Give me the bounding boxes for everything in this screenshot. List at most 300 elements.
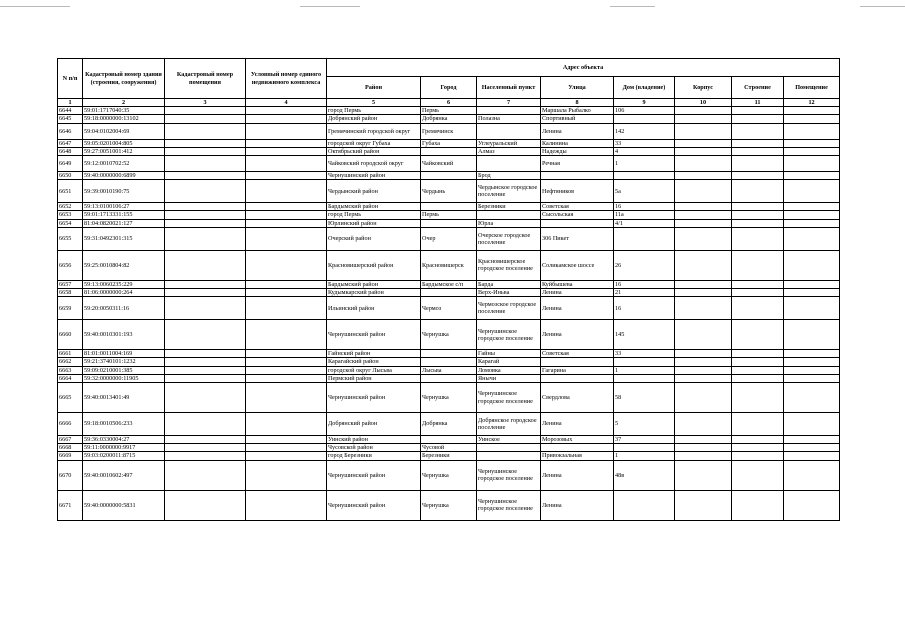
cell-conditional-number — [246, 139, 327, 147]
cell-cadastral-room — [165, 211, 246, 219]
cell-number: 6662 — [58, 358, 83, 366]
cell-cadastral-number: 59:39:0010190:75 — [83, 180, 165, 203]
cell-building — [732, 280, 784, 288]
cell-city: Добрянка — [421, 115, 477, 123]
column-number: 9 — [614, 99, 675, 107]
scan-artifact-line — [610, 6, 655, 7]
cell-room — [784, 350, 840, 358]
cell-building — [732, 139, 784, 147]
column-number: 6 — [421, 99, 477, 107]
column-number: 3 — [165, 99, 246, 107]
table-row — [58, 460, 840, 490]
cell-house: 48в — [614, 460, 675, 490]
cell-building — [732, 358, 784, 366]
cell-cadastral-room — [165, 156, 246, 172]
cell-building — [732, 460, 784, 490]
cell-conditional-number — [246, 147, 327, 155]
cell-room — [784, 358, 840, 366]
cell-house — [614, 374, 675, 382]
cell-house: 1 — [614, 156, 675, 172]
cell-conditional-number — [246, 436, 327, 444]
table-row — [58, 452, 840, 460]
cell-number: 6647 — [58, 139, 83, 147]
cell-cadastral-room — [165, 203, 246, 211]
cell-number: 6664 — [58, 374, 83, 382]
cell-number: 6652 — [58, 203, 83, 211]
table-row — [58, 156, 840, 172]
cell-korpus — [675, 139, 732, 147]
cell-settlement: Ломовка — [477, 366, 541, 374]
cell-cadastral-room — [165, 490, 246, 520]
cell-cadastral-number: 59:01:1713331:155 — [83, 211, 165, 219]
cell-building — [732, 383, 784, 413]
cell-building — [732, 180, 784, 203]
cell-city: Лысьва — [421, 366, 477, 374]
cell-room — [784, 413, 840, 436]
table-row — [58, 139, 840, 147]
cell-district: Чернушинский район — [327, 460, 421, 490]
cell-number: 6657 — [58, 280, 83, 288]
cell-korpus — [675, 219, 732, 227]
header-cadastral-building: Кадастровый номер здания (строения, сооружения) — [83, 59, 165, 99]
cell-conditional-number — [246, 490, 327, 520]
cell-city — [421, 374, 477, 382]
cell-korpus — [675, 280, 732, 288]
cell-house: 4 — [614, 147, 675, 155]
cell-number: 6655 — [58, 227, 83, 250]
cell-city — [421, 289, 477, 297]
cell-district: Бардымский район — [327, 203, 421, 211]
cell-city: Губаха — [421, 139, 477, 147]
cell-number: 6669 — [58, 452, 83, 460]
cell-number: 6653 — [58, 211, 83, 219]
cell-korpus — [675, 366, 732, 374]
cell-settlement: Березники — [477, 203, 541, 211]
cell-settlement: Чернушинское городское поселение — [477, 383, 541, 413]
header-cadastral-room: Кадастровый номер помещения — [165, 59, 246, 99]
cell-street — [541, 444, 614, 452]
cell-room — [784, 123, 840, 139]
cell-korpus — [675, 211, 732, 219]
table-row — [58, 115, 840, 123]
cell-korpus — [675, 350, 732, 358]
cell-cadastral-room — [165, 172, 246, 180]
cell-street: Надежды — [541, 147, 614, 155]
header-city: Город — [421, 77, 477, 99]
cell-room — [784, 172, 840, 180]
cell-district: городской округ Губаха — [327, 139, 421, 147]
cell-cadastral-number: 59:03:0200011:8715 — [83, 452, 165, 460]
cell-city: Чусовой — [421, 444, 477, 452]
cell-korpus — [675, 115, 732, 123]
cell-building — [732, 297, 784, 320]
cell-settlement — [477, 452, 541, 460]
cell-settlement: Чермозское городское поселение — [477, 297, 541, 320]
cell-city: Березники — [421, 452, 477, 460]
cell-building — [732, 320, 784, 350]
cell-city: Чернушка — [421, 383, 477, 413]
cell-cadastral-room — [165, 219, 246, 227]
cell-city — [421, 172, 477, 180]
cell-city: Добрянка — [421, 413, 477, 436]
cell-room — [784, 280, 840, 288]
cell-korpus — [675, 460, 732, 490]
cell-district: город Березники — [327, 452, 421, 460]
cell-conditional-number — [246, 250, 327, 280]
cell-district: Добрянский район — [327, 413, 421, 436]
cell-cadastral-number: 59:13:0060235:229 — [83, 280, 165, 288]
column-number: 10 — [675, 99, 732, 107]
header-number: N п/п — [58, 59, 83, 99]
cell-street: Речная — [541, 156, 614, 172]
cell-house: 11а — [614, 211, 675, 219]
cell-house — [614, 444, 675, 452]
cell-city: Чайковский — [421, 156, 477, 172]
cell-cadastral-number: 59:21:3740101:1232 — [83, 358, 165, 366]
cell-settlement: Барда — [477, 280, 541, 288]
cell-district: город Пермь — [327, 107, 421, 115]
cell-building — [732, 490, 784, 520]
cell-street: Ленина — [541, 460, 614, 490]
cell-district: Уинский район — [327, 436, 421, 444]
cell-building — [732, 444, 784, 452]
cell-cadastral-room — [165, 147, 246, 155]
cell-city: Чернушка — [421, 490, 477, 520]
table-row — [58, 436, 840, 444]
cell-house — [614, 490, 675, 520]
cell-city: Бардымское с/п — [421, 280, 477, 288]
cell-building — [732, 350, 784, 358]
cell-district: Карагайский район — [327, 358, 421, 366]
cell-cadastral-room — [165, 227, 246, 250]
cell-house — [614, 115, 675, 123]
cell-house: 1 — [614, 366, 675, 374]
cell-district: Чернушинский район — [327, 320, 421, 350]
table-row — [58, 366, 840, 374]
cell-district: Гайнский район — [327, 350, 421, 358]
cell-cadastral-room — [165, 444, 246, 452]
cell-district: Кудымкарский район — [327, 289, 421, 297]
cell-building — [732, 219, 784, 227]
cell-house: 26 — [614, 250, 675, 280]
cell-conditional-number — [246, 452, 327, 460]
cell-conditional-number — [246, 444, 327, 452]
cell-conditional-number — [246, 115, 327, 123]
cell-house: 33 — [614, 350, 675, 358]
cell-number: 6659 — [58, 297, 83, 320]
cell-building — [732, 413, 784, 436]
header-korpus: Корпус — [675, 77, 732, 99]
cell-number: 6665 — [58, 383, 83, 413]
cell-settlement — [477, 156, 541, 172]
cell-settlement: Уинское — [477, 436, 541, 444]
table-row — [58, 147, 840, 155]
cell-number: 6661 — [58, 350, 83, 358]
cell-cadastral-number: 81:01:0011004:169 — [83, 350, 165, 358]
cell-district: Чернушинский район — [327, 490, 421, 520]
cell-house: 106 — [614, 107, 675, 115]
cell-street: Свердлова — [541, 383, 614, 413]
cell-street: Маршала Рыбалко — [541, 107, 614, 115]
cell-building — [732, 436, 784, 444]
cell-city: Гремячинск — [421, 123, 477, 139]
cell-building — [732, 211, 784, 219]
cell-house: 142 — [614, 123, 675, 139]
cell-korpus — [675, 374, 732, 382]
cell-room — [784, 436, 840, 444]
cell-conditional-number — [246, 280, 327, 288]
cell-district: Чернушинский район — [327, 172, 421, 180]
table-row — [58, 227, 840, 250]
objects-register-table — [57, 58, 840, 521]
cell-room — [784, 444, 840, 452]
cell-city — [421, 147, 477, 155]
cell-cadastral-number: 59:04:0102004:69 — [83, 123, 165, 139]
header-settlement: Населенный пункт — [477, 77, 541, 99]
cell-settlement — [477, 123, 541, 139]
cell-room — [784, 289, 840, 297]
cell-building — [732, 203, 784, 211]
cell-street — [541, 172, 614, 180]
column-number: 7 — [477, 99, 541, 107]
cell-cadastral-number: 59:05:0201004:805 — [83, 139, 165, 147]
cell-cadastral-number: 59:20:0050311:16 — [83, 297, 165, 320]
cell-room — [784, 115, 840, 123]
cell-settlement: Очерское городское поселение — [477, 227, 541, 250]
cell-settlement: Брод — [477, 172, 541, 180]
table-row — [58, 172, 840, 180]
cell-district: Чердынский район — [327, 180, 421, 203]
cell-district: Добрянский район — [327, 115, 421, 123]
cell-building — [732, 147, 784, 155]
cell-settlement: Карагай — [477, 358, 541, 366]
table-row — [58, 350, 840, 358]
cell-building — [732, 107, 784, 115]
cell-number: 6651 — [58, 180, 83, 203]
cell-district: Гремячинский городской округ — [327, 123, 421, 139]
cell-district: Юрлинский район — [327, 219, 421, 227]
cell-conditional-number — [246, 219, 327, 227]
cell-street — [541, 219, 614, 227]
cell-room — [784, 219, 840, 227]
cell-district: Очерский район — [327, 227, 421, 250]
cell-room — [784, 107, 840, 115]
cell-number: 6645 — [58, 115, 83, 123]
cell-house — [614, 227, 675, 250]
cell-settlement: Алмаз — [477, 147, 541, 155]
cell-city — [421, 350, 477, 358]
cell-street: 306 Пикет — [541, 227, 614, 250]
header-street: Улица — [541, 77, 614, 99]
cell-house: 58 — [614, 383, 675, 413]
cell-number: 6646 — [58, 123, 83, 139]
cell-street: Спортивный — [541, 115, 614, 123]
cell-street: Соликамское шоссе — [541, 250, 614, 280]
cell-number: 6648 — [58, 147, 83, 155]
cell-room — [784, 460, 840, 490]
cell-room — [784, 139, 840, 147]
cell-conditional-number — [246, 374, 327, 382]
cell-building — [732, 156, 784, 172]
cell-cadastral-number: 81:04:0820021:127 — [83, 219, 165, 227]
cell-number: 6670 — [58, 460, 83, 490]
cell-korpus — [675, 436, 732, 444]
cell-settlement — [477, 444, 541, 452]
cell-settlement: Гайны — [477, 350, 541, 358]
cell-house: 21 — [614, 289, 675, 297]
column-number: 12 — [784, 99, 840, 107]
cell-street: Нефтяников — [541, 180, 614, 203]
cell-street: Советская — [541, 350, 614, 358]
column-number: 2 — [83, 99, 165, 107]
cell-building — [732, 289, 784, 297]
cell-conditional-number — [246, 227, 327, 250]
scan-artifact-line — [300, 6, 360, 7]
cell-settlement: Верх-Иньва — [477, 289, 541, 297]
cell-house: 1 — [614, 452, 675, 460]
cell-room — [784, 227, 840, 250]
cell-city — [421, 203, 477, 211]
cell-number: 6649 — [58, 156, 83, 172]
column-number-row — [58, 99, 840, 107]
header-building: Строение — [732, 77, 784, 99]
cell-street: Ленина — [541, 123, 614, 139]
cell-number: 6650 — [58, 172, 83, 180]
cell-cadastral-room — [165, 320, 246, 350]
cell-number: 6667 — [58, 436, 83, 444]
table-row — [58, 180, 840, 203]
cell-room — [784, 250, 840, 280]
cell-cadastral-number: 59:40:0013401:49 — [83, 383, 165, 413]
cell-building — [732, 452, 784, 460]
cell-conditional-number — [246, 172, 327, 180]
header-conditional-number: Условный номер единого недвижимого комплекса — [246, 59, 327, 99]
cell-cadastral-number: 59:13:0100106:27 — [83, 203, 165, 211]
cell-settlement: Чернушинское городское поселение — [477, 460, 541, 490]
cell-conditional-number — [246, 297, 327, 320]
cell-street: Морозовых — [541, 436, 614, 444]
cell-settlement — [477, 211, 541, 219]
column-number: 11 — [732, 99, 784, 107]
cell-district: Красновишерский район — [327, 250, 421, 280]
cell-cadastral-room — [165, 383, 246, 413]
cell-street: Привокзальная — [541, 452, 614, 460]
cell-conditional-number — [246, 366, 327, 374]
cell-settlement: Углеуральский — [477, 139, 541, 147]
cell-district: город Пермь — [327, 211, 421, 219]
cell-city: Пермь — [421, 211, 477, 219]
table-row — [58, 490, 840, 520]
cell-street: Ленина — [541, 289, 614, 297]
cell-conditional-number — [246, 107, 327, 115]
cell-city — [421, 358, 477, 366]
cell-building — [732, 227, 784, 250]
cell-room — [784, 147, 840, 155]
cell-conditional-number — [246, 383, 327, 413]
header-room: Помещение — [784, 77, 840, 99]
cell-number: 6660 — [58, 320, 83, 350]
cell-number: 6663 — [58, 366, 83, 374]
cell-house: 145 — [614, 320, 675, 350]
cell-conditional-number — [246, 123, 327, 139]
cell-cadastral-room — [165, 350, 246, 358]
cell-city — [421, 436, 477, 444]
cell-cadastral-room — [165, 250, 246, 280]
cell-house — [614, 172, 675, 180]
cell-city: Чернушка — [421, 320, 477, 350]
cell-korpus — [675, 452, 732, 460]
cell-korpus — [675, 147, 732, 155]
cell-district: городской округ Лысьва — [327, 366, 421, 374]
table-row — [58, 383, 840, 413]
table-row — [58, 358, 840, 366]
cell-house: 16 — [614, 280, 675, 288]
cell-house: 33 — [614, 139, 675, 147]
cell-cadastral-number: 59:40:0000000:6899 — [83, 172, 165, 180]
cell-street: Гагарина — [541, 366, 614, 374]
cell-cadastral-room — [165, 366, 246, 374]
cell-conditional-number — [246, 358, 327, 366]
cell-district: Чусовской район — [327, 444, 421, 452]
cell-settlement: Чернушинское городское поселение — [477, 490, 541, 520]
cell-korpus — [675, 156, 732, 172]
table-row — [58, 219, 840, 227]
cell-settlement: Янычи — [477, 374, 541, 382]
cell-cadastral-room — [165, 289, 246, 297]
cell-house — [614, 358, 675, 366]
cell-city: Чермоз — [421, 297, 477, 320]
cell-korpus — [675, 172, 732, 180]
table-row — [58, 297, 840, 320]
cell-settlement: Красновишерское городское поселение — [477, 250, 541, 280]
cell-room — [784, 490, 840, 520]
cell-room — [784, 180, 840, 203]
cell-cadastral-room — [165, 115, 246, 123]
cell-number: 6644 — [58, 107, 83, 115]
cell-number: 6654 — [58, 219, 83, 227]
cell-settlement: Полазна — [477, 115, 541, 123]
cell-conditional-number — [246, 289, 327, 297]
cell-cadastral-number: 59:36:0330004:27 — [83, 436, 165, 444]
header-address-group: Адрес объекта — [327, 59, 840, 77]
cell-street: Калинина — [541, 139, 614, 147]
cell-settlement: Добрянское городское поселение — [477, 413, 541, 436]
cell-cadastral-room — [165, 452, 246, 460]
column-number: 8 — [541, 99, 614, 107]
cell-house: 16 — [614, 297, 675, 320]
cell-district: Чернушинский район — [327, 383, 421, 413]
cell-cadastral-room — [165, 374, 246, 382]
cell-room — [784, 211, 840, 219]
cell-korpus — [675, 123, 732, 139]
table-row — [58, 250, 840, 280]
column-number: 5 — [327, 99, 421, 107]
cell-street: Ленина — [541, 320, 614, 350]
cell-cadastral-room — [165, 280, 246, 288]
cell-street: Ленина — [541, 413, 614, 436]
cell-number: 6671 — [58, 490, 83, 520]
cell-settlement — [477, 107, 541, 115]
cell-cadastral-number: 59:11:0000000:9917 — [83, 444, 165, 452]
cell-city: Чернушка — [421, 460, 477, 490]
table-body — [58, 107, 840, 520]
cell-street: Ленина — [541, 297, 614, 320]
cell-cadastral-number: 59:40:0000000:5831 — [83, 490, 165, 520]
cell-korpus — [675, 490, 732, 520]
cell-cadastral-room — [165, 123, 246, 139]
cell-cadastral-number: 59:09:0210001:385 — [83, 366, 165, 374]
cell-cadastral-number: 59:25:0010804:82 — [83, 250, 165, 280]
